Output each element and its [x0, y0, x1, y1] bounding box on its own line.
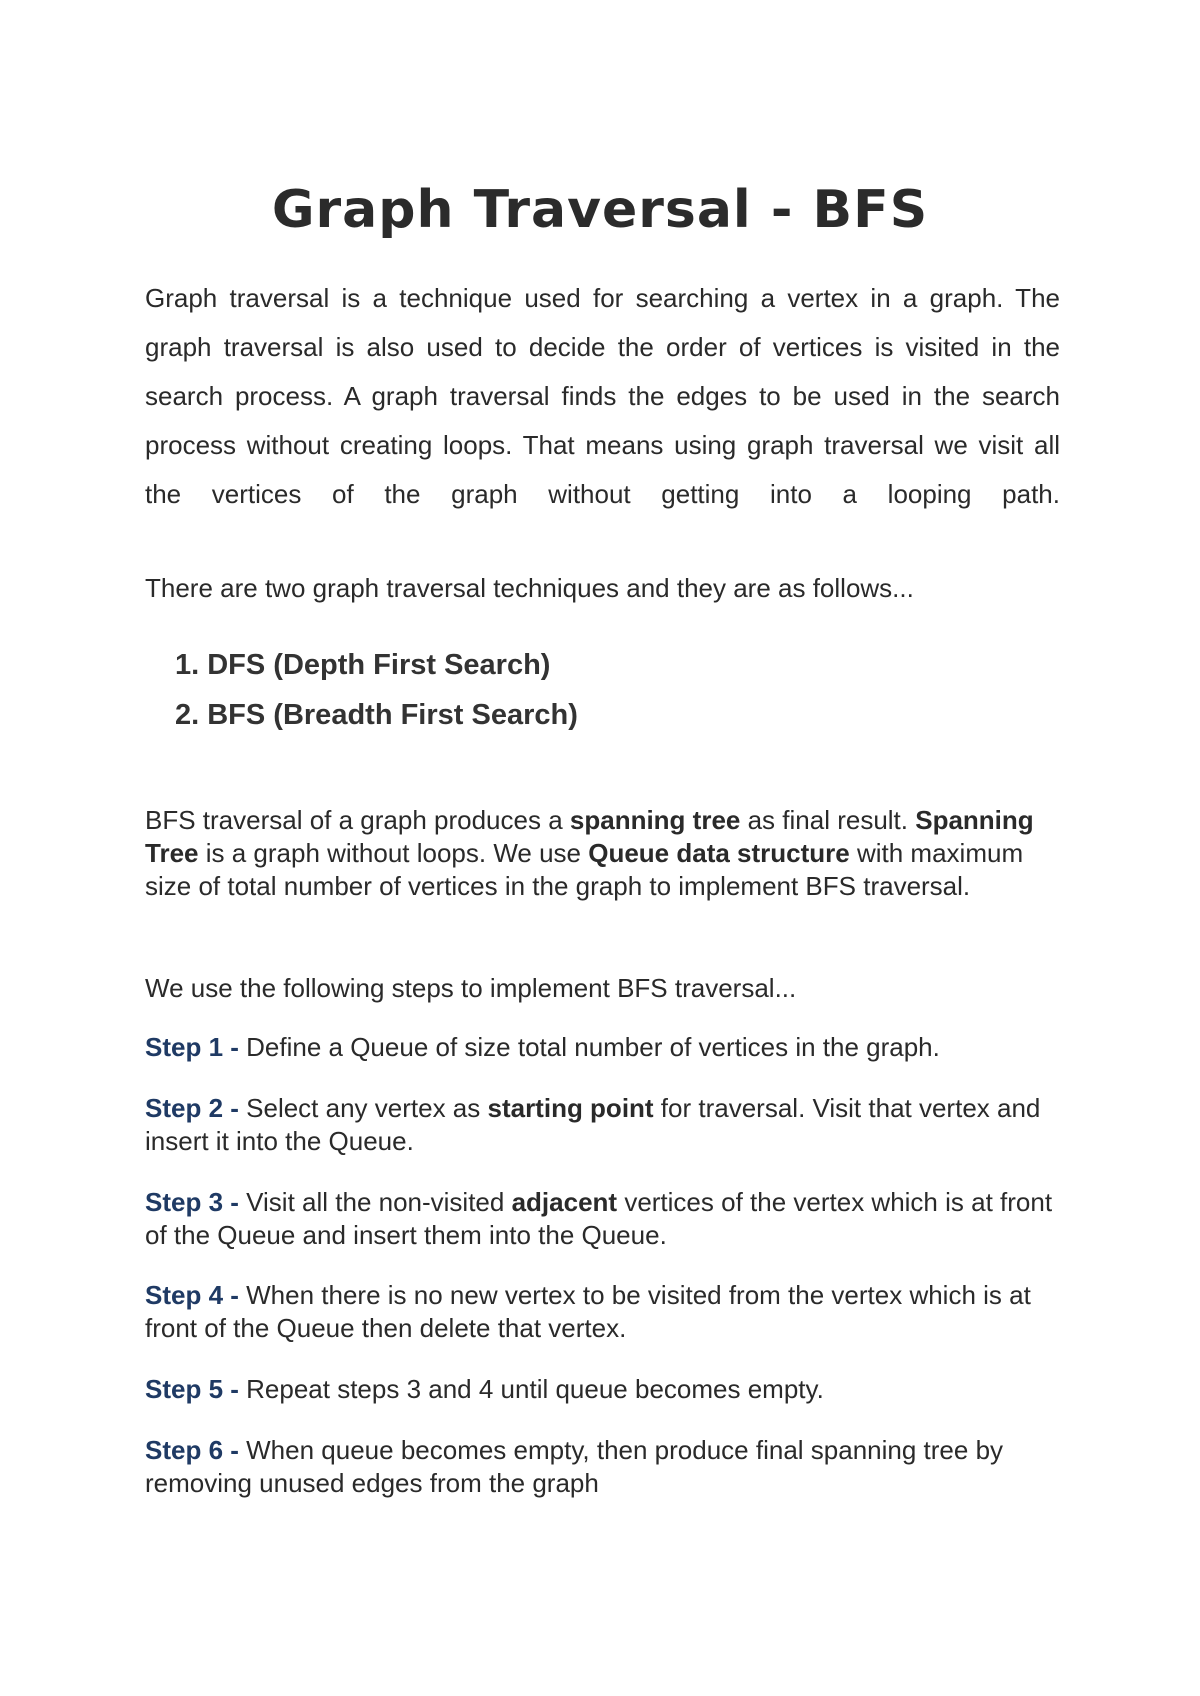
step-4-text: When there is no new vertex to be visited from the vertex which is at front of the Queue then delete that vertex.: [145, 1280, 1031, 1343]
step-6-label: Step 6 -: [145, 1435, 239, 1465]
step-2: [145, 1092, 1070, 1158]
step-3-bold: adjacent: [511, 1187, 618, 1217]
bfs-description-paragraph: [145, 804, 1065, 903]
techniques-list: [175, 640, 578, 740]
bfs-bold-queue: Queue data structure: [588, 838, 850, 868]
step-6: [145, 1434, 1070, 1500]
bfs-text-3: is a graph without loops. We use: [198, 838, 589, 868]
bfs-text-1: BFS traversal of a graph produces a: [145, 805, 570, 835]
steps-lead-text: We use the following steps to implement BFS traversal...: [145, 973, 797, 1003]
technique-item-dfs: 1. DFS (Depth First Search): [175, 649, 551, 681]
step-3-text-before: Visit all the non-visited: [238, 1187, 512, 1217]
step-2-text-before: Select any vertex as: [238, 1093, 488, 1123]
step-5-text: Repeat steps 3 and 4 until queue becomes empty.: [238, 1374, 824, 1404]
page-title: Graph Traversal - BFS: [271, 180, 929, 240]
step-2-text-after: for traversal. Visit that vertex and insert it into the Queue.: [145, 1093, 1041, 1156]
bfs-text-2: as final result.: [740, 805, 916, 835]
technique-item-bfs: 2. BFS (Breadth First Search): [175, 699, 578, 731]
techniques-lead-text: There are two graph traversal techniques and they are as follows...: [145, 573, 914, 603]
bfs-text-4: with maximum size of total number of vertices in the graph to implement BFS traversal.: [145, 838, 1024, 901]
step-1: [145, 1031, 1070, 1064]
bfs-bold-spanning-tree-def: Spanning Tree: [145, 805, 1034, 868]
step-4: [145, 1279, 1070, 1345]
bfs-bold-spanning-tree: spanning tree: [569, 805, 741, 835]
step-3-label: Step 3 -: [145, 1187, 239, 1217]
step-3: [145, 1186, 1070, 1252]
step-5-label: Step 5 -: [145, 1374, 239, 1404]
step-2-label: Step 2 -: [145, 1093, 239, 1123]
step-5: [145, 1373, 1070, 1406]
step-3-text-after: vertices of the vertex which is at front of the Queue and insert them into the Queue.: [145, 1187, 1053, 1250]
step-1-label: Step 1 -: [145, 1032, 239, 1062]
step-6-text: When queue becomes empty, then produce final spanning tree by removing unused edges from the graph: [145, 1435, 1004, 1498]
intro-paragraph: Graph traversal is a technique used for searching a vertex in a graph. The graph traversal is also used to decide the order of vertices is visited in the search process. A graph traversal finds the edges to be used in the search process without creating loops. That means using graph traversal we visit all the vertices of the graph without getting into a looping path.: [145, 283, 1060, 509]
step-1-text: Define a Queue of size total number of vertices in the graph.: [238, 1032, 940, 1062]
step-2-bold: starting point: [487, 1093, 654, 1123]
step-4-label: Step 4 -: [145, 1280, 239, 1310]
